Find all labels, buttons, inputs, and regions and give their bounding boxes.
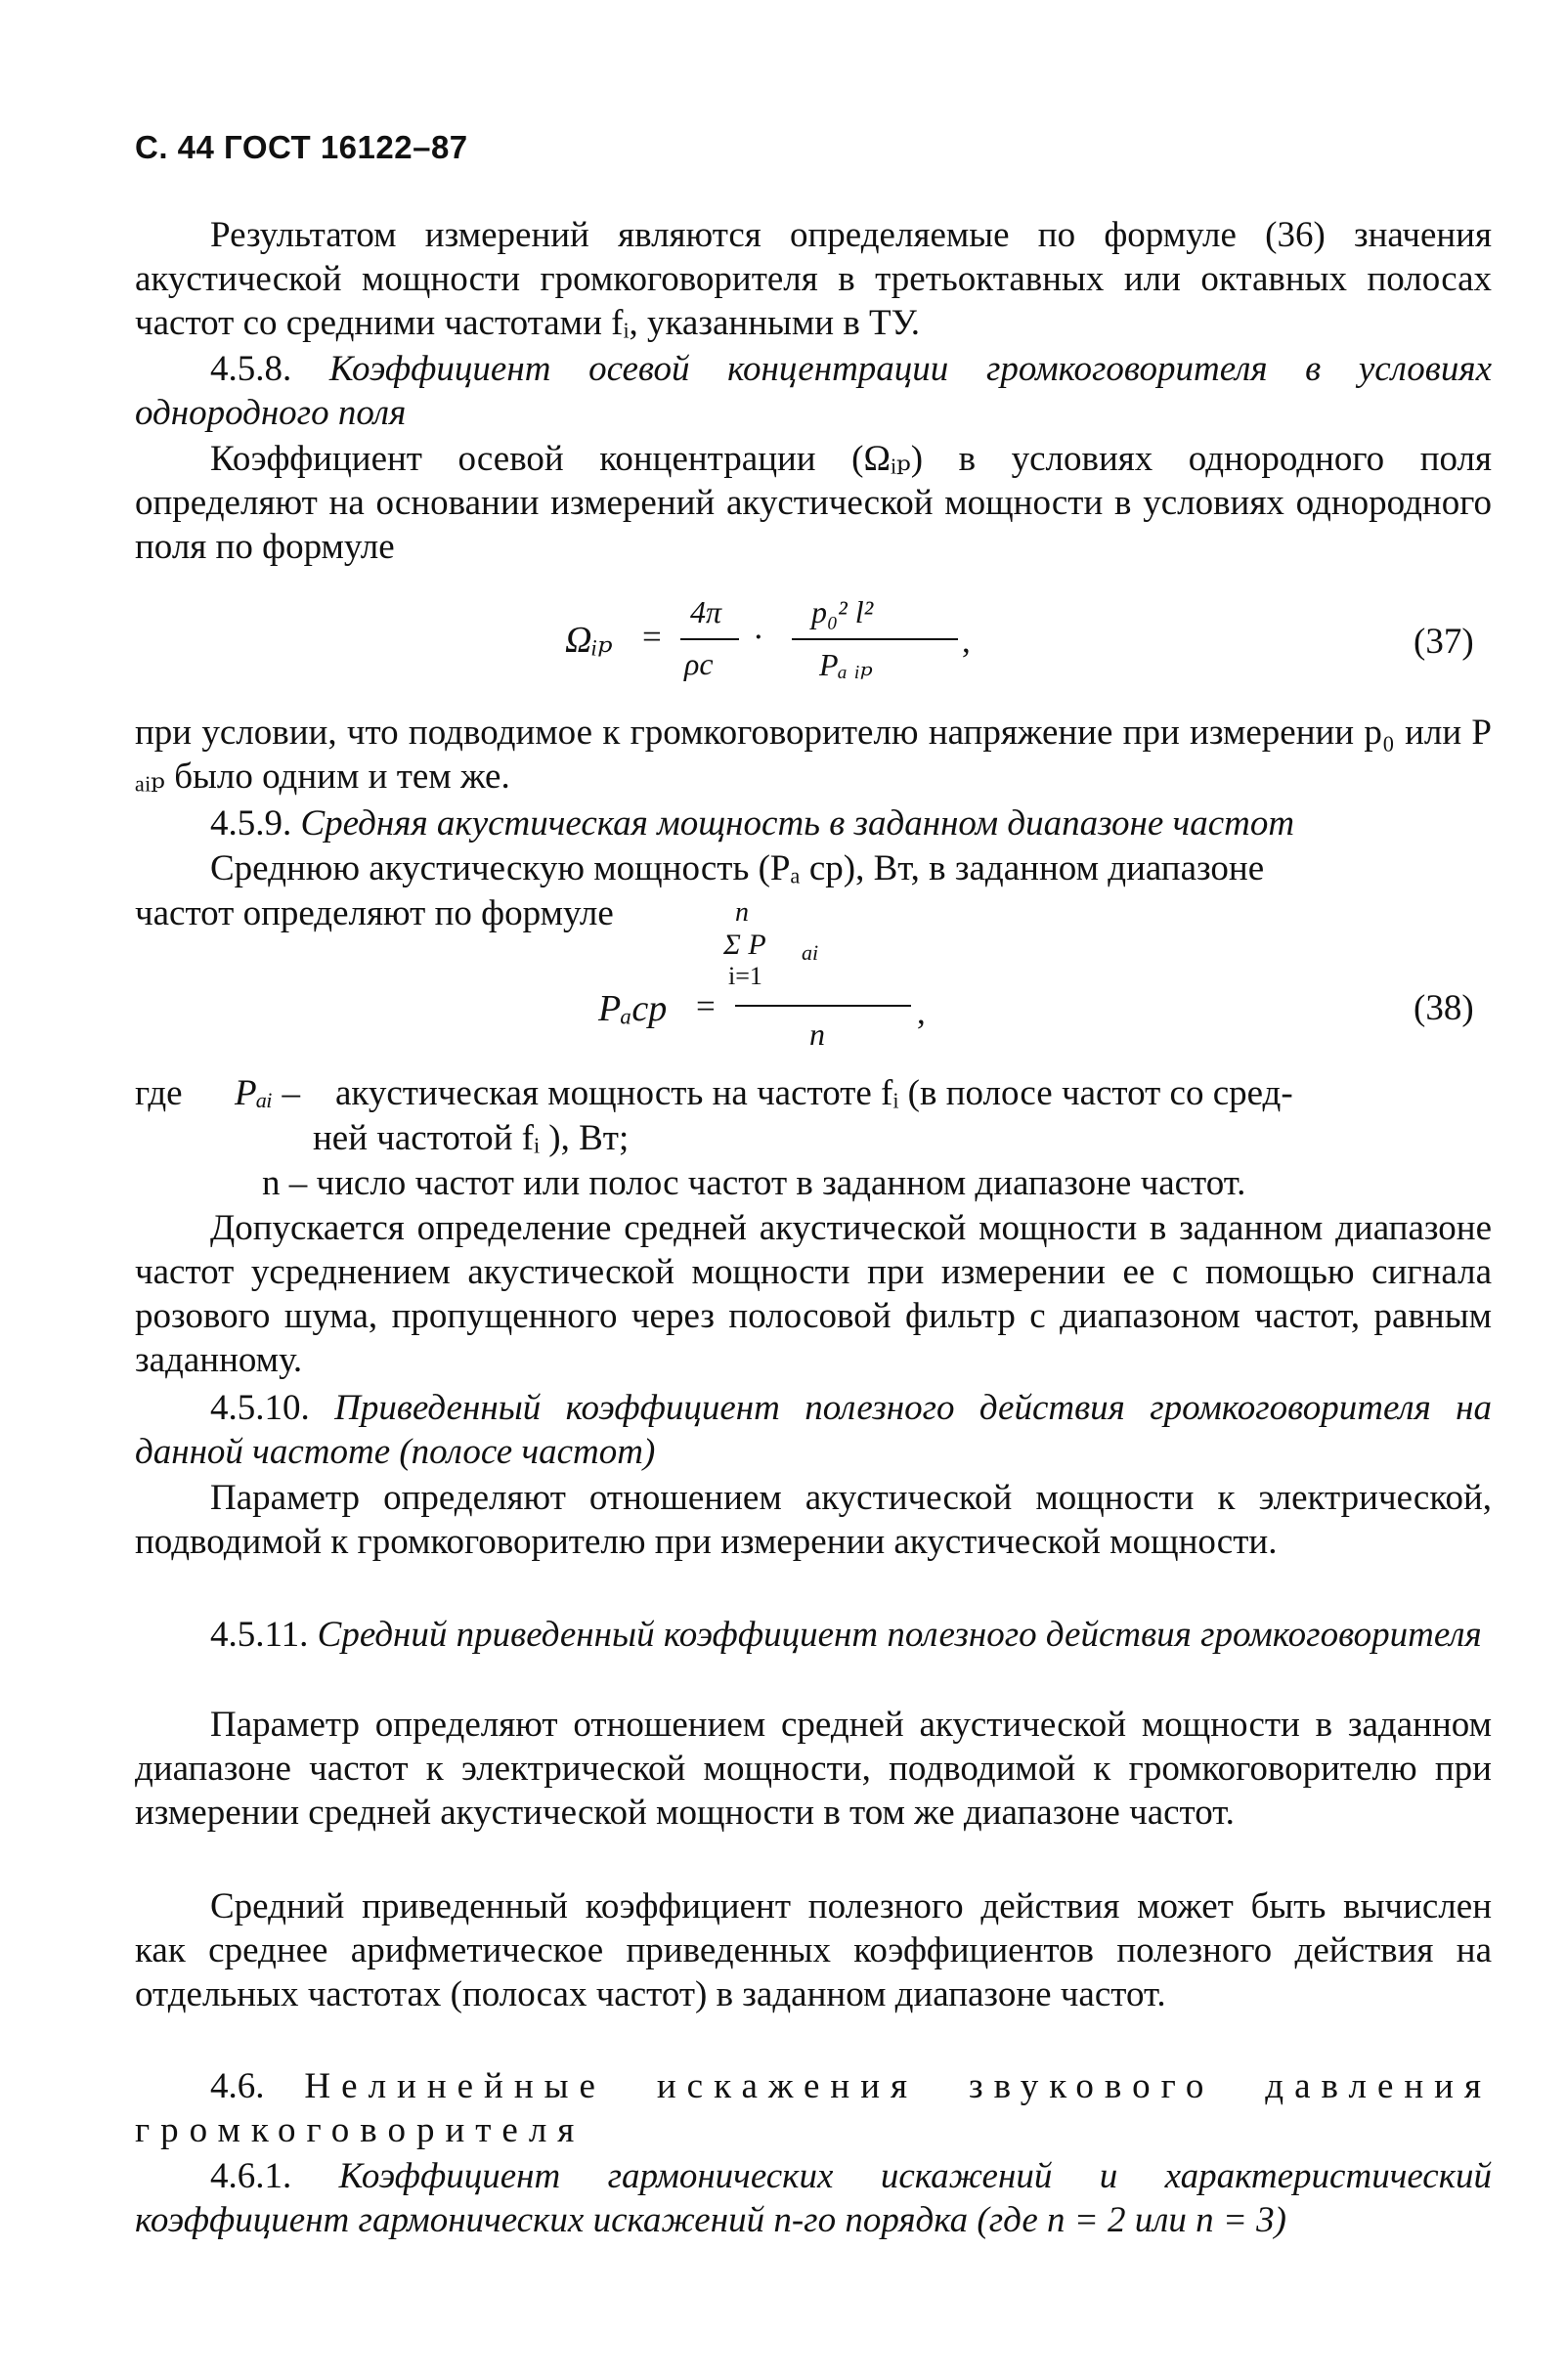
formula-denominator-1: ρc [684,646,714,681]
sum-lower-limit: i=1 [728,962,762,990]
section-title: Нелинейные искажения звукового давления громкоговорителя [135,2066,1492,2150]
page-header: С. 44 ГОСТ 16122–87 [135,129,468,165]
section-title: Коэффициент осевой концентрации громкоговорителя в условиях однородного поля [135,349,1492,433]
section-title: Средний приведенный коэффициент полезного действия громкоговорителя [317,1615,1482,1655]
definition-n: n – число частот или полос частот в заданном диапазоне частот. [262,1163,1246,1203]
fraction-line-1 [680,638,739,640]
fraction-line-2 [792,638,958,640]
formula-lhs: Ωᵢₚ [565,620,613,661]
section-4-5-9-heading [135,801,1492,845]
equation-number: (38) [1414,988,1474,1028]
definition-p-ai-continued: ней частотой fᵢ ), Вт; [313,1118,630,1158]
definition-text: акустическая мощность на частоте fᵢ (в полосе частот со сред- [335,1073,1293,1113]
paragraph-average-power-line1: Среднюю акустическую мощность (Pₐ ср), Вт, в заданном диапазоне [210,848,1265,888]
section-title: Средняя акустическая мощность в заданном диапазоне частот [300,803,1295,844]
paragraph-efficiency: Параметр определяют отношением акустической мощности к электрической, подводимой к громкоговорителю при измерении акустической мощности. [135,1478,1492,1562]
formula-equals: = [696,987,716,1025]
sum-expression: Σ P [723,929,766,961]
sum-subscript: ai [802,940,819,965]
where-label: где [135,1073,183,1113]
section-number: 4.5.11. [210,1615,309,1655]
section-number: 4.5.10. [210,1388,310,1428]
equation-number: (37) [1414,622,1474,662]
section-title: Приведенный коэффициент полезного действия громкоговорителя на данной частоте (полосе частот) [135,1388,1493,1472]
section-number: 4.5.8. [210,349,292,389]
section-number: 4.5.9. [210,803,292,844]
definition-symbol: Pₐᵢ – [235,1073,301,1113]
paragraph-axial-concentration: Коэффициент осевой концентрации (Ωᵢₚ) в условиях однородного поля определяют на основании измерений акустической мощности в условиях однородного поля по формуле [135,439,1492,567]
formula-denominator-2: Pₐ ᵢₚ [819,647,873,682]
formula-comma: , [917,993,926,1031]
section-4-5-8-heading [135,347,1492,435]
definition-p-ai [135,1071,1492,1115]
paragraph-condition: при условии, что подводимое к громкоговорителю напряжение при измерении p₀ или P ₐᵢₚ было одним и тем же. [135,713,1492,797]
section-number: 4.6.1. [210,2156,292,2196]
section-4-6-1-heading [135,2154,1492,2242]
paragraph-average-efficiency: Параметр определяют отношением средней акустической мощности в заданном диапазоне частот к электрической мощности, подводимой к громкоговорителю при измерении средней акустической мощности в том же диапазоне частот. [135,1705,1492,1833]
paragraph-pink-noise: Допускается определение средней акустической мощности в заданном диапазоне частот усреднением акустической мощности при измерении ее с помощью сигнала розового шума, пропущенного через полосовой фильтр с диапазоном частот, равным заданному. [135,1208,1492,1380]
section-title: Коэффициент гармонических искажений и характеристический коэффициент гармонических искажений n-го порядка (где n = 2 или n = 3) [135,2156,1493,2240]
section-number: 4.6. [210,2066,265,2106]
formula-dot: · [753,618,764,656]
sum-upper-limit: n [735,897,749,928]
section-4-5-11-heading [135,1613,1492,1657]
formula-comma: , [962,622,971,660]
formula-equals: = [642,618,662,656]
paragraph-arithmetic-mean: Средний приведенный коэффициент полезного действия может быть вычислен как среднее арифметическое приведенных коэффициентов полезного действия на отдельных частотах (полосах частот) в заданном диапазоне частот. [135,1886,1492,2014]
formula-numerator-2: p₀² l² [811,594,874,629]
formula-lhs: Pₐср [598,988,668,1029]
formula-denominator: n [809,1017,825,1052]
paragraph-results: Результатом измерений являются определяемые по формуле (36) значения акустической мощности громкоговорителя в третьоктавных или октавных полосах частот со средними частотами fᵢ, указанными в ТУ. [135,215,1492,343]
formula-numerator-1: 4π [690,594,722,629]
section-4-6-heading [135,2064,1492,2152]
section-4-5-10-heading [135,1386,1492,1474]
paragraph-average-power-line2: частот определяют по формуле [135,893,614,933]
fraction-line [735,1005,911,1007]
